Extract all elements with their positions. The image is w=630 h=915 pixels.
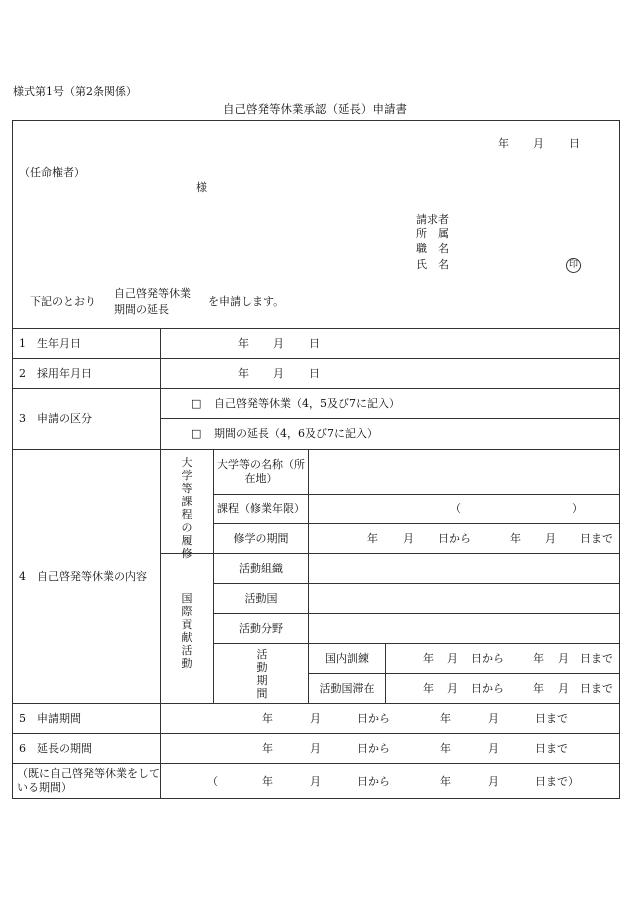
abroad-until: 日まで	[580, 682, 613, 695]
prior-period-from: 日から	[357, 775, 390, 788]
sama-label: 様	[196, 181, 207, 194]
extension-period-until: 日まで	[535, 742, 568, 755]
study-period-label: 修学の期間	[233, 532, 289, 545]
extension-period-year-to: 年	[440, 742, 451, 755]
seal-mark: 印	[566, 258, 581, 273]
birthdate-year: 年	[238, 337, 249, 350]
domestic-month-from: 月	[447, 652, 458, 665]
prior-period-paren-open: （	[207, 775, 218, 788]
page-title: 自己啓発等休業承認（延長）申請書	[223, 102, 407, 116]
request-option-leave: 自己啓発等休業	[114, 287, 191, 300]
request-period-month-to: 月	[488, 712, 499, 725]
request-period-year-from: 年	[262, 712, 273, 725]
date-month: 月	[533, 137, 544, 150]
appointer-label: （任命権者）	[19, 166, 85, 179]
activity-period-label: 活動期間	[256, 648, 268, 700]
course-label: 課程（修業年限）	[217, 502, 305, 515]
birthdate-month: 月	[273, 337, 284, 350]
study-period-year-from: 年	[367, 532, 378, 545]
study-period-month-to: 月	[545, 532, 556, 545]
extension-period-from: 日から	[357, 742, 390, 755]
request-period-from: 日から	[357, 712, 390, 725]
extension-period-year-from: 年	[262, 742, 273, 755]
birthdate-day: 日	[309, 337, 320, 350]
category-checkbox-leave[interactable]: □	[191, 397, 202, 410]
activity-org-label: 活動組織	[239, 562, 283, 575]
request-period-until: 日まで	[535, 712, 568, 725]
abroad-year-from: 年	[423, 682, 434, 695]
prior-period-label: （既に自己啓発等休業をしている期間）	[17, 767, 160, 794]
hire-date-day: 日	[309, 367, 320, 380]
study-period-year-to: 年	[510, 532, 521, 545]
requester-label: 請求者	[416, 213, 449, 226]
course-paren-close: ）	[572, 502, 583, 515]
prior-period-year-from: 年	[262, 775, 273, 788]
position-label: 職 名	[416, 242, 449, 255]
international-contribution-group-label: 国際貢献活動	[181, 592, 193, 670]
university-course-group-label: 大学等課程の履修	[181, 456, 193, 560]
birthdate-label: 1 生年月日	[19, 337, 81, 350]
hire-date-year: 年	[238, 367, 249, 380]
abroad-month-from: 月	[447, 682, 458, 695]
domestic-until: 日まで	[580, 652, 613, 665]
dept-label: 所 属	[416, 227, 449, 240]
abroad-month-to: 月	[558, 682, 569, 695]
content-label: 4 自己啓発等休業の内容	[19, 570, 147, 583]
hire-date-label: 2 採用年月日	[19, 367, 92, 380]
category-option-leave: 自己啓発等休業（4，5及び7に記入）	[214, 397, 400, 410]
domestic-from: 日から	[471, 652, 504, 665]
abroad-stay-label: 活動国滞在	[319, 682, 375, 695]
request-option-extension: 期間の延長	[114, 303, 169, 316]
extension-period-label: 6 延長の期間	[19, 742, 92, 755]
form-frame	[12, 120, 620, 799]
request-period-label: 5 申請期間	[19, 712, 81, 725]
extension-period-month-from: 月	[310, 742, 321, 755]
prior-period-month-to: 月	[488, 775, 499, 788]
activity-country-label: 活動国	[244, 592, 278, 605]
course-paren-open: （	[450, 502, 461, 515]
date-year: 年	[498, 137, 509, 150]
domestic-month-to: 月	[558, 652, 569, 665]
category-option-extension: 期間の延長（4，6及び7に記入）	[214, 427, 378, 440]
prior-period-until: 日まで）	[535, 775, 579, 788]
form-number: 様式第1号（第2条関係）	[13, 85, 137, 98]
request-period-year-to: 年	[440, 712, 451, 725]
university-name-label: 大学等の名称（所在地）	[217, 458, 305, 485]
abroad-from: 日から	[471, 682, 504, 695]
domestic-training-label: 国内訓練	[325, 652, 369, 665]
request-suffix: を申請します。	[208, 295, 285, 308]
activity-field-label: 活動分野	[239, 622, 283, 635]
domestic-year-to: 年	[533, 652, 544, 665]
study-period-until: 日まで	[580, 532, 613, 545]
extension-period-month-to: 月	[488, 742, 499, 755]
request-prefix: 下記のとおり	[30, 295, 96, 308]
category-label: 3 申請の区分	[19, 412, 92, 425]
request-period-month-from: 月	[310, 712, 321, 725]
prior-period-year-to: 年	[440, 775, 451, 788]
study-period-month-from: 月	[403, 532, 414, 545]
hire-date-month: 月	[273, 367, 284, 380]
category-checkbox-extension[interactable]: □	[191, 427, 202, 440]
abroad-year-to: 年	[533, 682, 544, 695]
date-day: 日	[569, 137, 580, 150]
study-period-from: 日から	[438, 532, 471, 545]
domestic-year-from: 年	[423, 652, 434, 665]
prior-period-month-from: 月	[310, 775, 321, 788]
name-label: 氏 名	[416, 258, 449, 271]
